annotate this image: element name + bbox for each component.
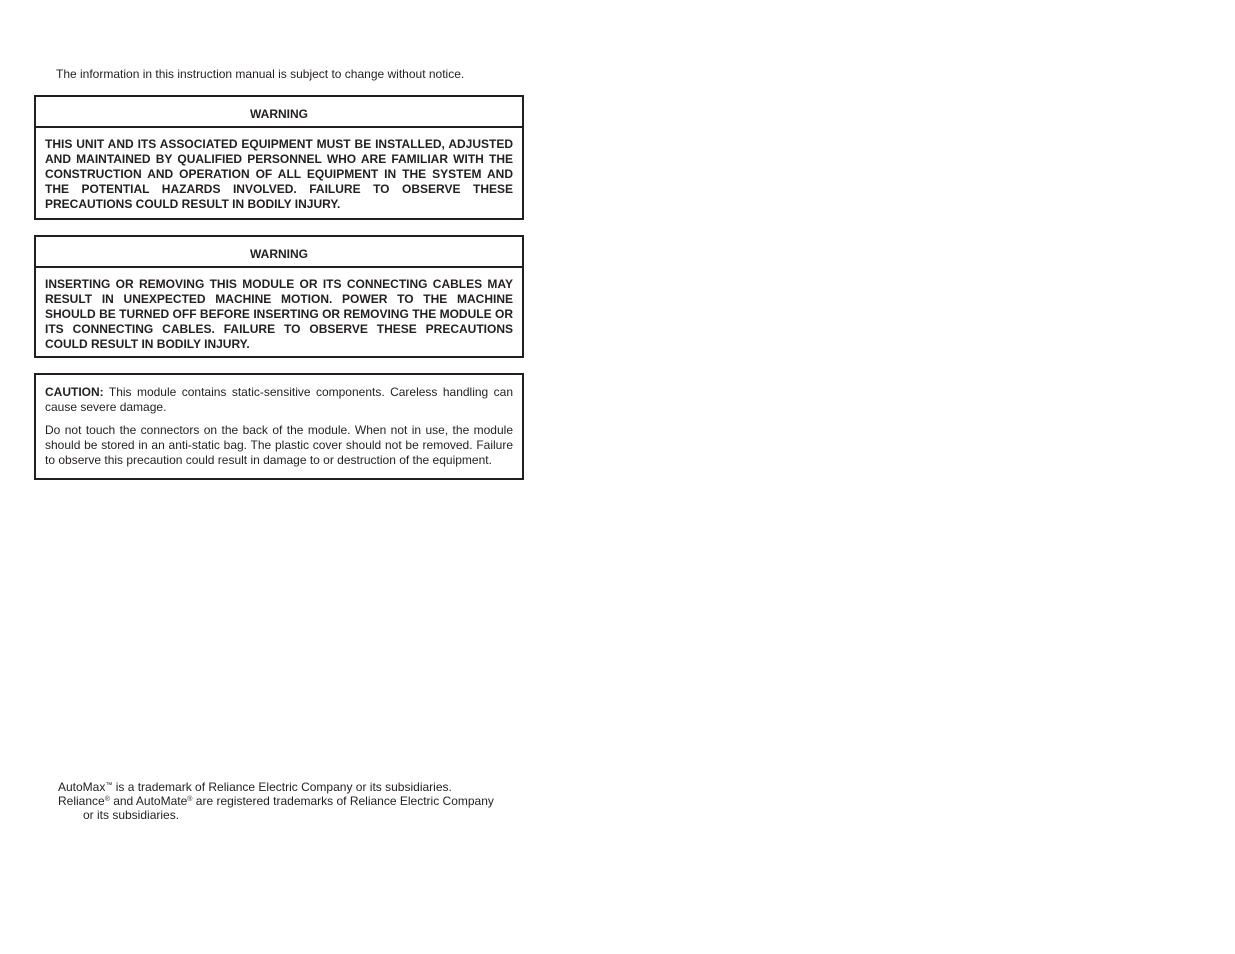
warning-box-machine-motion [34,235,524,358]
warning-text: THIS UNIT AND ITS ASSOCIATED EQUIPMENT MUST BE INSTALLED, ADJUSTED AND MAINTAINED BY QUALIFIED PERSONNEL WHO ARE FAMILIAR WITH THE CONSTRUCTION AND OPERATION OF ALL EQUIPMENT IN THE SYSTEM AND THE POTENTIAL HAZARDS INVOLVED. FAILURE TO OBSERVE THESE PRECAUTIONS COULD RESULT IN BODILY INJURY. [45,137,513,211]
caution-paragraph-2: Do not touch the connectors on the back of the module. When not in use, the module should be stored in an anti-static bag. The plastic cover should not be removed. Failure to observe this precaution could result in damage to or destruction of the equipment. [45,423,513,467]
automate-and-text: and AutoMate [109,794,188,808]
automax-name: AutoMax [58,780,106,794]
trademark-symbol: ™ [105,782,113,789]
caution-body [36,375,522,474]
reliance-name: Reliance [58,794,105,808]
trademark-continuation: or its subsidiaries. [83,808,180,822]
caution-box-static [34,373,524,480]
trademark-notice [58,780,494,822]
caution-text: This module contains static-sensitive components. Careless handling can cause severe damage. [45,385,513,414]
caution-label: CAUTION: [45,385,104,399]
caution-paragraph-1 [45,385,513,415]
registered-symbol: ® [187,796,193,803]
warning-text: INSERTING OR REMOVING THIS MODULE OR ITS CONNECTING CABLES MAY RESULT IN UNEXPECTED MACHINE MOTION. POWER TO THE MACHINE SHOULD BE TURNED OFF BEFORE INSERTING OR REMOVING THE MODULE OR ITS CONNECTING CABLES. FAILURE TO OBSERVE THESE PRECAUTIONS COULD RESULT IN BODILY INJURY. [45,277,513,351]
automax-trademark-text: is a trademark of Reliance Electric Company or its subsidiaries. [112,780,452,794]
warning-heading: WARNING [36,97,522,128]
change-notice: The information in this instruction manual is subject to change without notice. [56,67,465,81]
registered-symbol: ® [104,796,110,803]
warning-box-qualified-personnel [34,95,524,220]
registered-trademark-line [58,794,494,808]
registered-trademark-text: are registered trademarks of Reliance Electric Company [192,794,494,808]
automax-trademark-line [58,780,494,794]
warning-heading: WARNING [36,237,522,268]
